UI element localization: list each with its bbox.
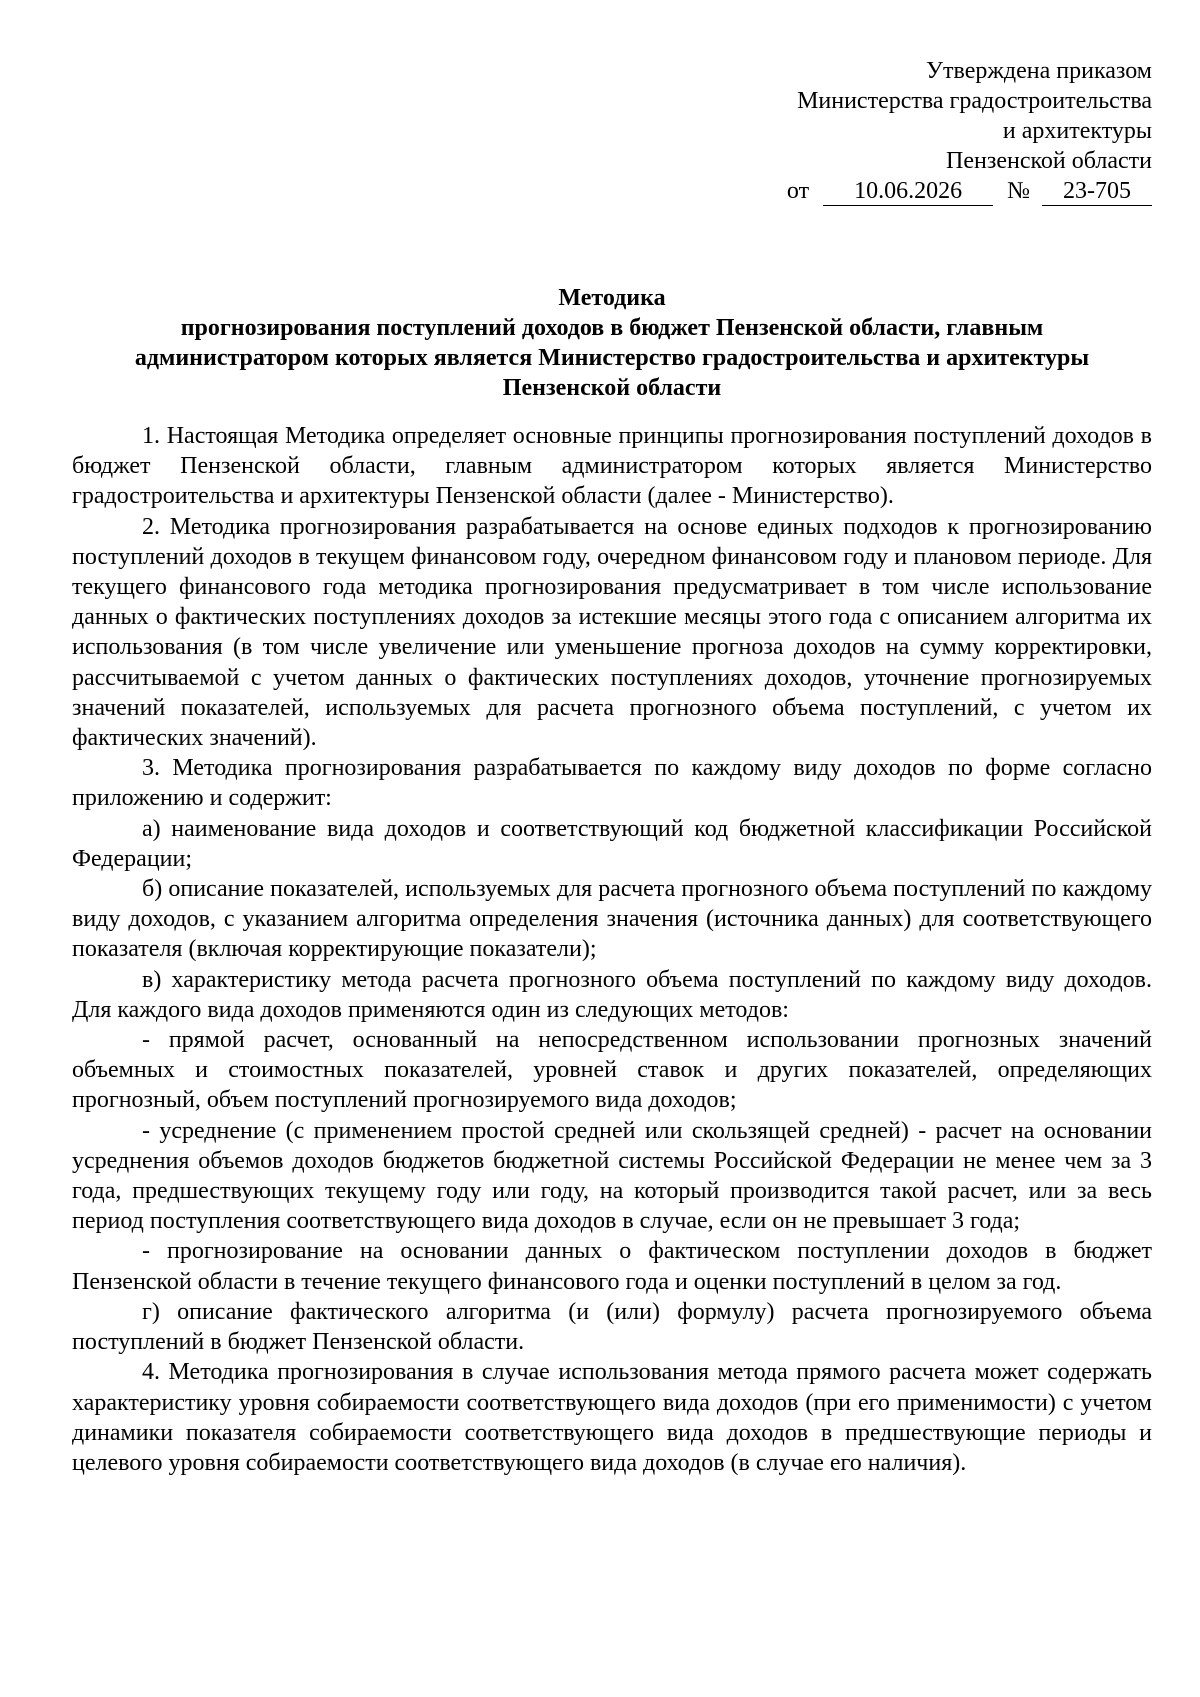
number-sign: № (1007, 178, 1030, 204)
title-line-4: Пензенской области (502, 375, 722, 401)
approval-line-4: Пензенской области (946, 148, 1152, 174)
approval-stamp (692, 56, 1152, 206)
approval-date: 10.06.2026 (823, 178, 993, 206)
approval-line-1: Утверждена приказом (926, 58, 1152, 84)
approval-number: 23-705 (1042, 178, 1152, 206)
paragraph-3b: б) описание показателей, используемых для расчета прогнозного объема поступлений по каждому виду доходов, с указанием алгоритма определения значения (источника данных) для соответствующего показателя (включая корректирующие показатели); (72, 876, 1152, 963)
approval-line-2: Министерства градостроительства (797, 88, 1152, 114)
document-page (72, 0, 1152, 1697)
title-line-1: Методика (558, 285, 666, 311)
paragraph-4: 4. Методика прогнозирования в случае использования метода прямого расчета может содержать характеристику уровня собираемости соответствующего вида доходов (при его применимости) с учетом динамики показателя собираемости соответствующего вида доходов в предшествующие периоды и целевого уровня собираемости соответствующего вида доходов (в случае его наличия). (72, 1359, 1152, 1476)
document-body (72, 421, 1152, 1478)
date-prefix: от (786, 178, 810, 204)
paragraph-3d: г) описание фактического алгоритма (и (или) формулу) расчета прогнозируемого объема поступлений в бюджет Пензенской области. (72, 1298, 1152, 1356)
document-title (72, 283, 1152, 403)
paragraph-3c-actual: - прогнозирование на основании данных о фактическом поступлении доходов в бюджет Пензенской области в течение текущего финансового года и оценки поступлений в целом за год. (72, 1238, 1152, 1295)
paragraph-3: 3. Методика прогнозирования разрабатывается по каждому виду доходов по форме согласно приложению и содержит: (72, 755, 1152, 812)
approval-date-row (692, 176, 1152, 206)
paragraph-3a: а) наименование вида доходов и соответствующий код бюджетной классификации Российской Федерации; (72, 815, 1152, 872)
paragraph-1: 1. Настоящая Методика определяет основные принципы прогнозирования поступлений доходов в бюджет Пензенской области, главным администратором которых является Министерство градостроительства и архитектуры Пензенской области (далее - Министерство). (72, 423, 1152, 510)
title-line-2: прогнозирования поступлений доходов в бюджет Пензенской области, главным (180, 315, 1044, 341)
paragraph-3c: в) характеристику метода расчета прогнозного объема поступлений по каждому виду доходов. Для каждого вида доходов применяются один из следующих методов: (72, 966, 1152, 1023)
paragraph-3c-direct: - прямой расчет, основанный на непосредственном использовании прогнозных значений объемных и стоимостных показателей, уровней ставок и других показателей, определяющих прогнозный, объем поступлений прогнозируемого вида доходов; (72, 1027, 1152, 1114)
paragraph-3c-averaging: - усреднение (с применением простой средней или скользящей средней) - расчет на основании усреднения объемов доходов бюджетов бюджетной системы Российской Федерации не менее чем за 3 года, предшествующих текущему году или году, на который производится такой расчет, или за весь период поступления соответствующего вида доходов в случае, если он не превышает 3 года; (72, 1117, 1152, 1235)
title-line-3: администратором которых является Министерство градостроительства и архитектуры (134, 345, 1090, 371)
paragraph-2: 2. Методика прогнозирования разрабатывается на основе единых подходов к прогнозированию поступлений доходов в текущем финансовом году, очередном финансовом году и плановом периоде. Для текущего финансового года методика прогнозирования предусматривает в том числе использование данных о фактических поступлениях доходов за истекшие месяцы этого года с описанием алгоритма их использования (в том числе увеличение или уменьшение прогноза доходов на сумму корректировки, рассчитываемой с учетом данных о фактических поступлениях доходов, уточнение прогнозируемых значений показателей, используемых для расчета прогнозного объема поступлений, с учетом их фактических значений). (72, 513, 1152, 752)
approval-line-3: и архитектуры (1002, 118, 1152, 144)
